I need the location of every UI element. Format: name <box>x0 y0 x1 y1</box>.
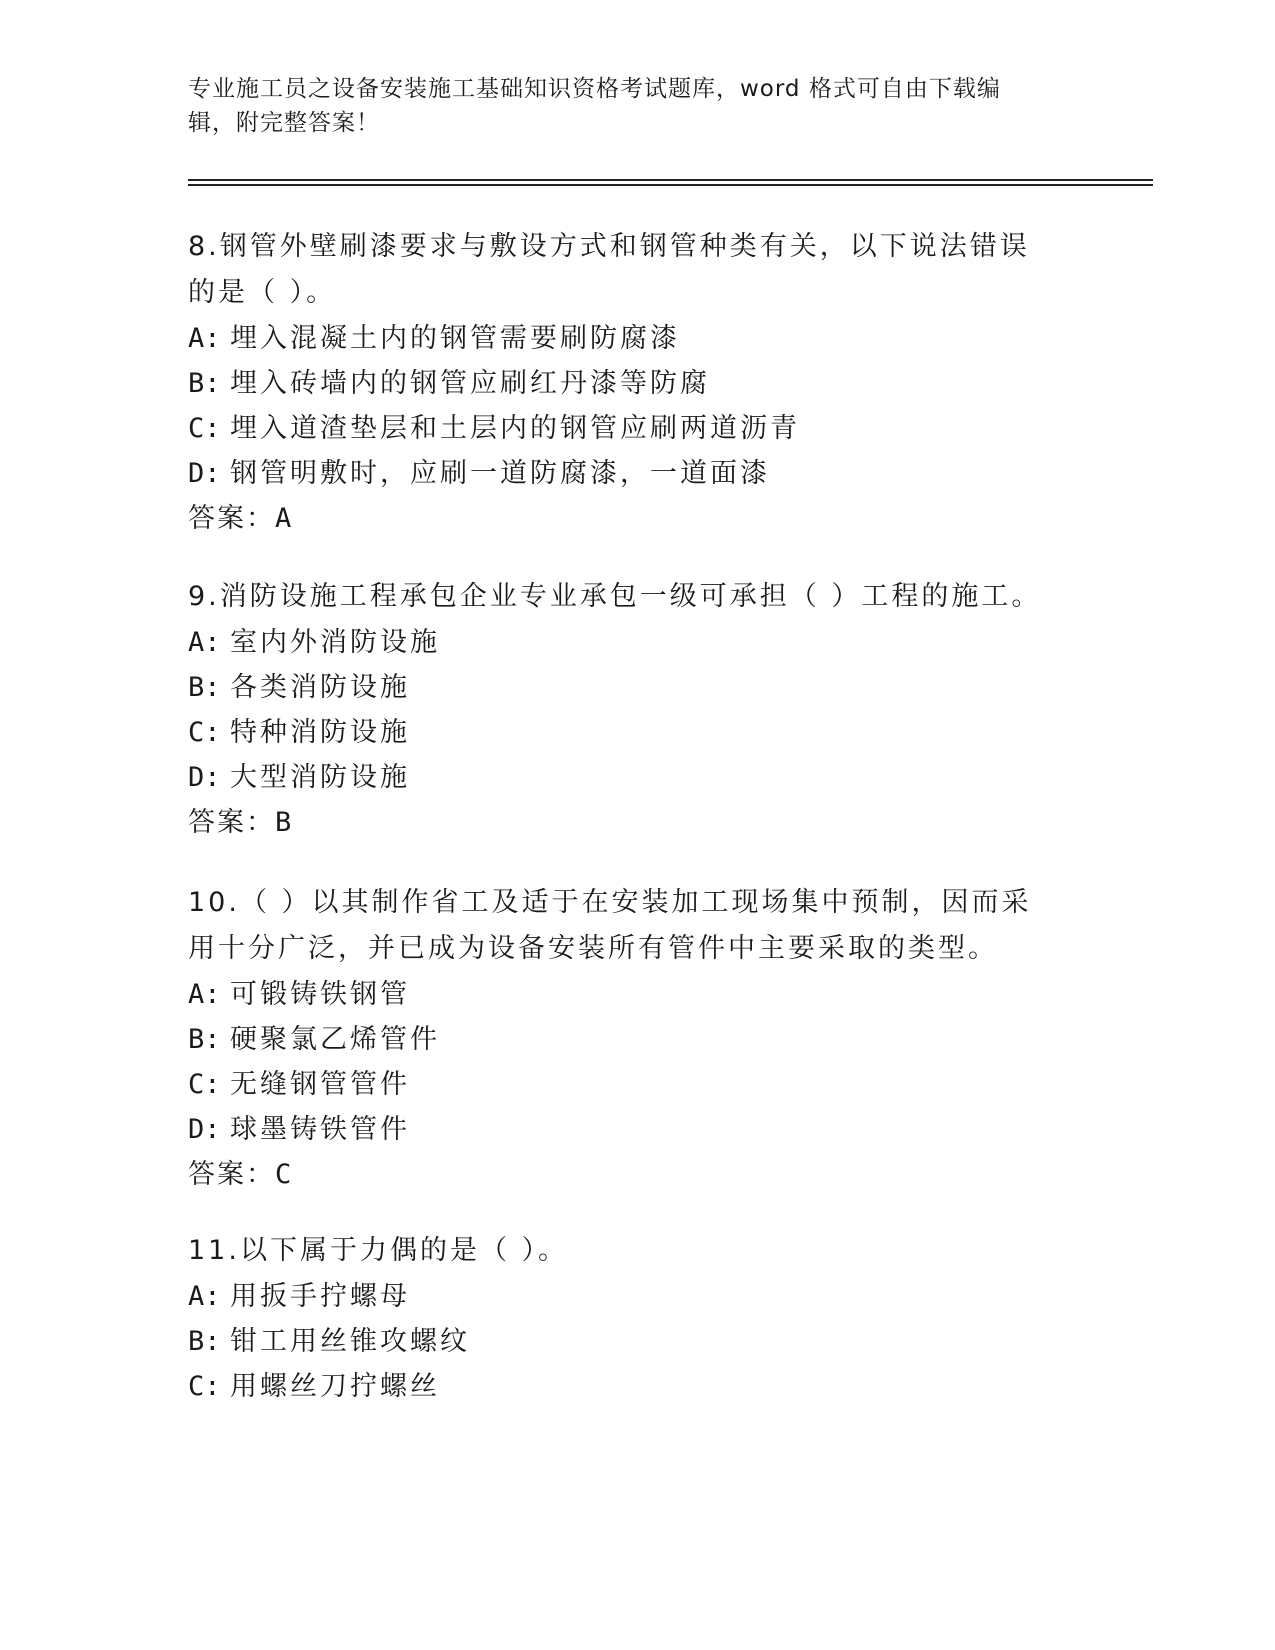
answer-line <box>188 800 1058 846</box>
answer-value: A <box>275 503 294 534</box>
option-c <box>188 1062 1058 1107</box>
question-8 <box>188 224 1058 542</box>
option-text: 用扳手拧螺母 <box>230 1281 410 1312</box>
option-d <box>188 755 1058 800</box>
option-b <box>188 1319 1058 1364</box>
option-a <box>188 972 1058 1017</box>
option-text: 无缝钢管管件 <box>230 1069 410 1100</box>
option-key: D: <box>188 762 221 793</box>
answer-label: 答案： <box>188 503 275 534</box>
option-text: 各类消防设施 <box>230 672 410 703</box>
question-stem: 11.以下属于力偶的是（ ）。 <box>188 1235 569 1266</box>
question-stem: 9.消防设施工程承包企业专业承包一级可承担（ ）工程的施工。 <box>188 581 1042 612</box>
option-c <box>188 406 1058 451</box>
header-divider <box>188 179 1153 181</box>
option-key: D: <box>188 458 221 489</box>
option-d <box>188 1107 1058 1152</box>
document-header: 专业施工员之设备安装施工基础知识资格考试题库，word 格式可自由下载编辑，附完整答案！ <box>188 76 1001 136</box>
option-text: 用螺丝刀拧螺丝 <box>230 1371 440 1402</box>
option-text: 埋入道渣垫层和土层内的钢管应刷两道沥青 <box>230 413 800 444</box>
option-a <box>188 316 1058 361</box>
option-text: 室内外消防设施 <box>230 627 440 658</box>
option-text: 硬聚氯乙烯管件 <box>230 1024 440 1055</box>
option-a <box>188 1274 1058 1319</box>
option-b <box>188 665 1058 710</box>
option-b <box>188 1017 1058 1062</box>
option-key: C: <box>188 1069 221 1100</box>
option-key: A: <box>188 323 221 354</box>
question-11 <box>188 1228 1058 1409</box>
option-key: D: <box>188 1114 221 1145</box>
option-a <box>188 620 1058 665</box>
option-key: A: <box>188 1281 221 1312</box>
option-d <box>188 451 1058 496</box>
question-stem: 8.钢管外壁刷漆要求与敷设方式和钢管种类有关，以下说法错误的是（ ）。 <box>188 231 1030 308</box>
option-key: A: <box>188 627 221 658</box>
option-key: B: <box>188 1024 221 1055</box>
option-text: 可锻铸铁钢管 <box>230 979 410 1010</box>
option-key: A: <box>188 979 221 1010</box>
option-text: 钳工用丝锥攻螺纹 <box>230 1326 470 1357</box>
answer-label: 答案： <box>188 1159 275 1190</box>
option-key: B: <box>188 368 221 399</box>
answer-label: 答案： <box>188 807 275 838</box>
answer-value: B <box>275 807 294 838</box>
option-key: C: <box>188 413 221 444</box>
option-text: 埋入混凝土内的钢管需要刷防腐漆 <box>230 323 680 354</box>
option-key: B: <box>188 1326 221 1357</box>
option-c <box>188 710 1058 755</box>
option-key: B: <box>188 672 221 703</box>
question-9 <box>188 574 1058 846</box>
answer-value: C <box>275 1159 294 1190</box>
option-text: 大型消防设施 <box>230 762 410 793</box>
question-stem: 10.（ ）以其制作省工及适于在安装加工现场集中预制，因而采用十分广泛，并已成为设备安装所有管件中主要采取的类型。 <box>188 887 1032 964</box>
question-10 <box>188 880 1058 1198</box>
option-text: 钢管明敷时，应刷一道防腐漆，一道面漆 <box>230 458 770 489</box>
option-key: C: <box>188 1371 221 1402</box>
answer-line <box>188 496 1058 542</box>
option-b <box>188 361 1058 406</box>
option-text: 球墨铸铁管件 <box>230 1114 410 1145</box>
option-text: 埋入砖墙内的钢管应刷红丹漆等防腐 <box>230 368 710 399</box>
option-c <box>188 1364 1058 1409</box>
option-text: 特种消防设施 <box>230 717 410 748</box>
answer-line <box>188 1152 1058 1198</box>
header-divider-second-line <box>188 184 1153 186</box>
option-key: C: <box>188 717 221 748</box>
